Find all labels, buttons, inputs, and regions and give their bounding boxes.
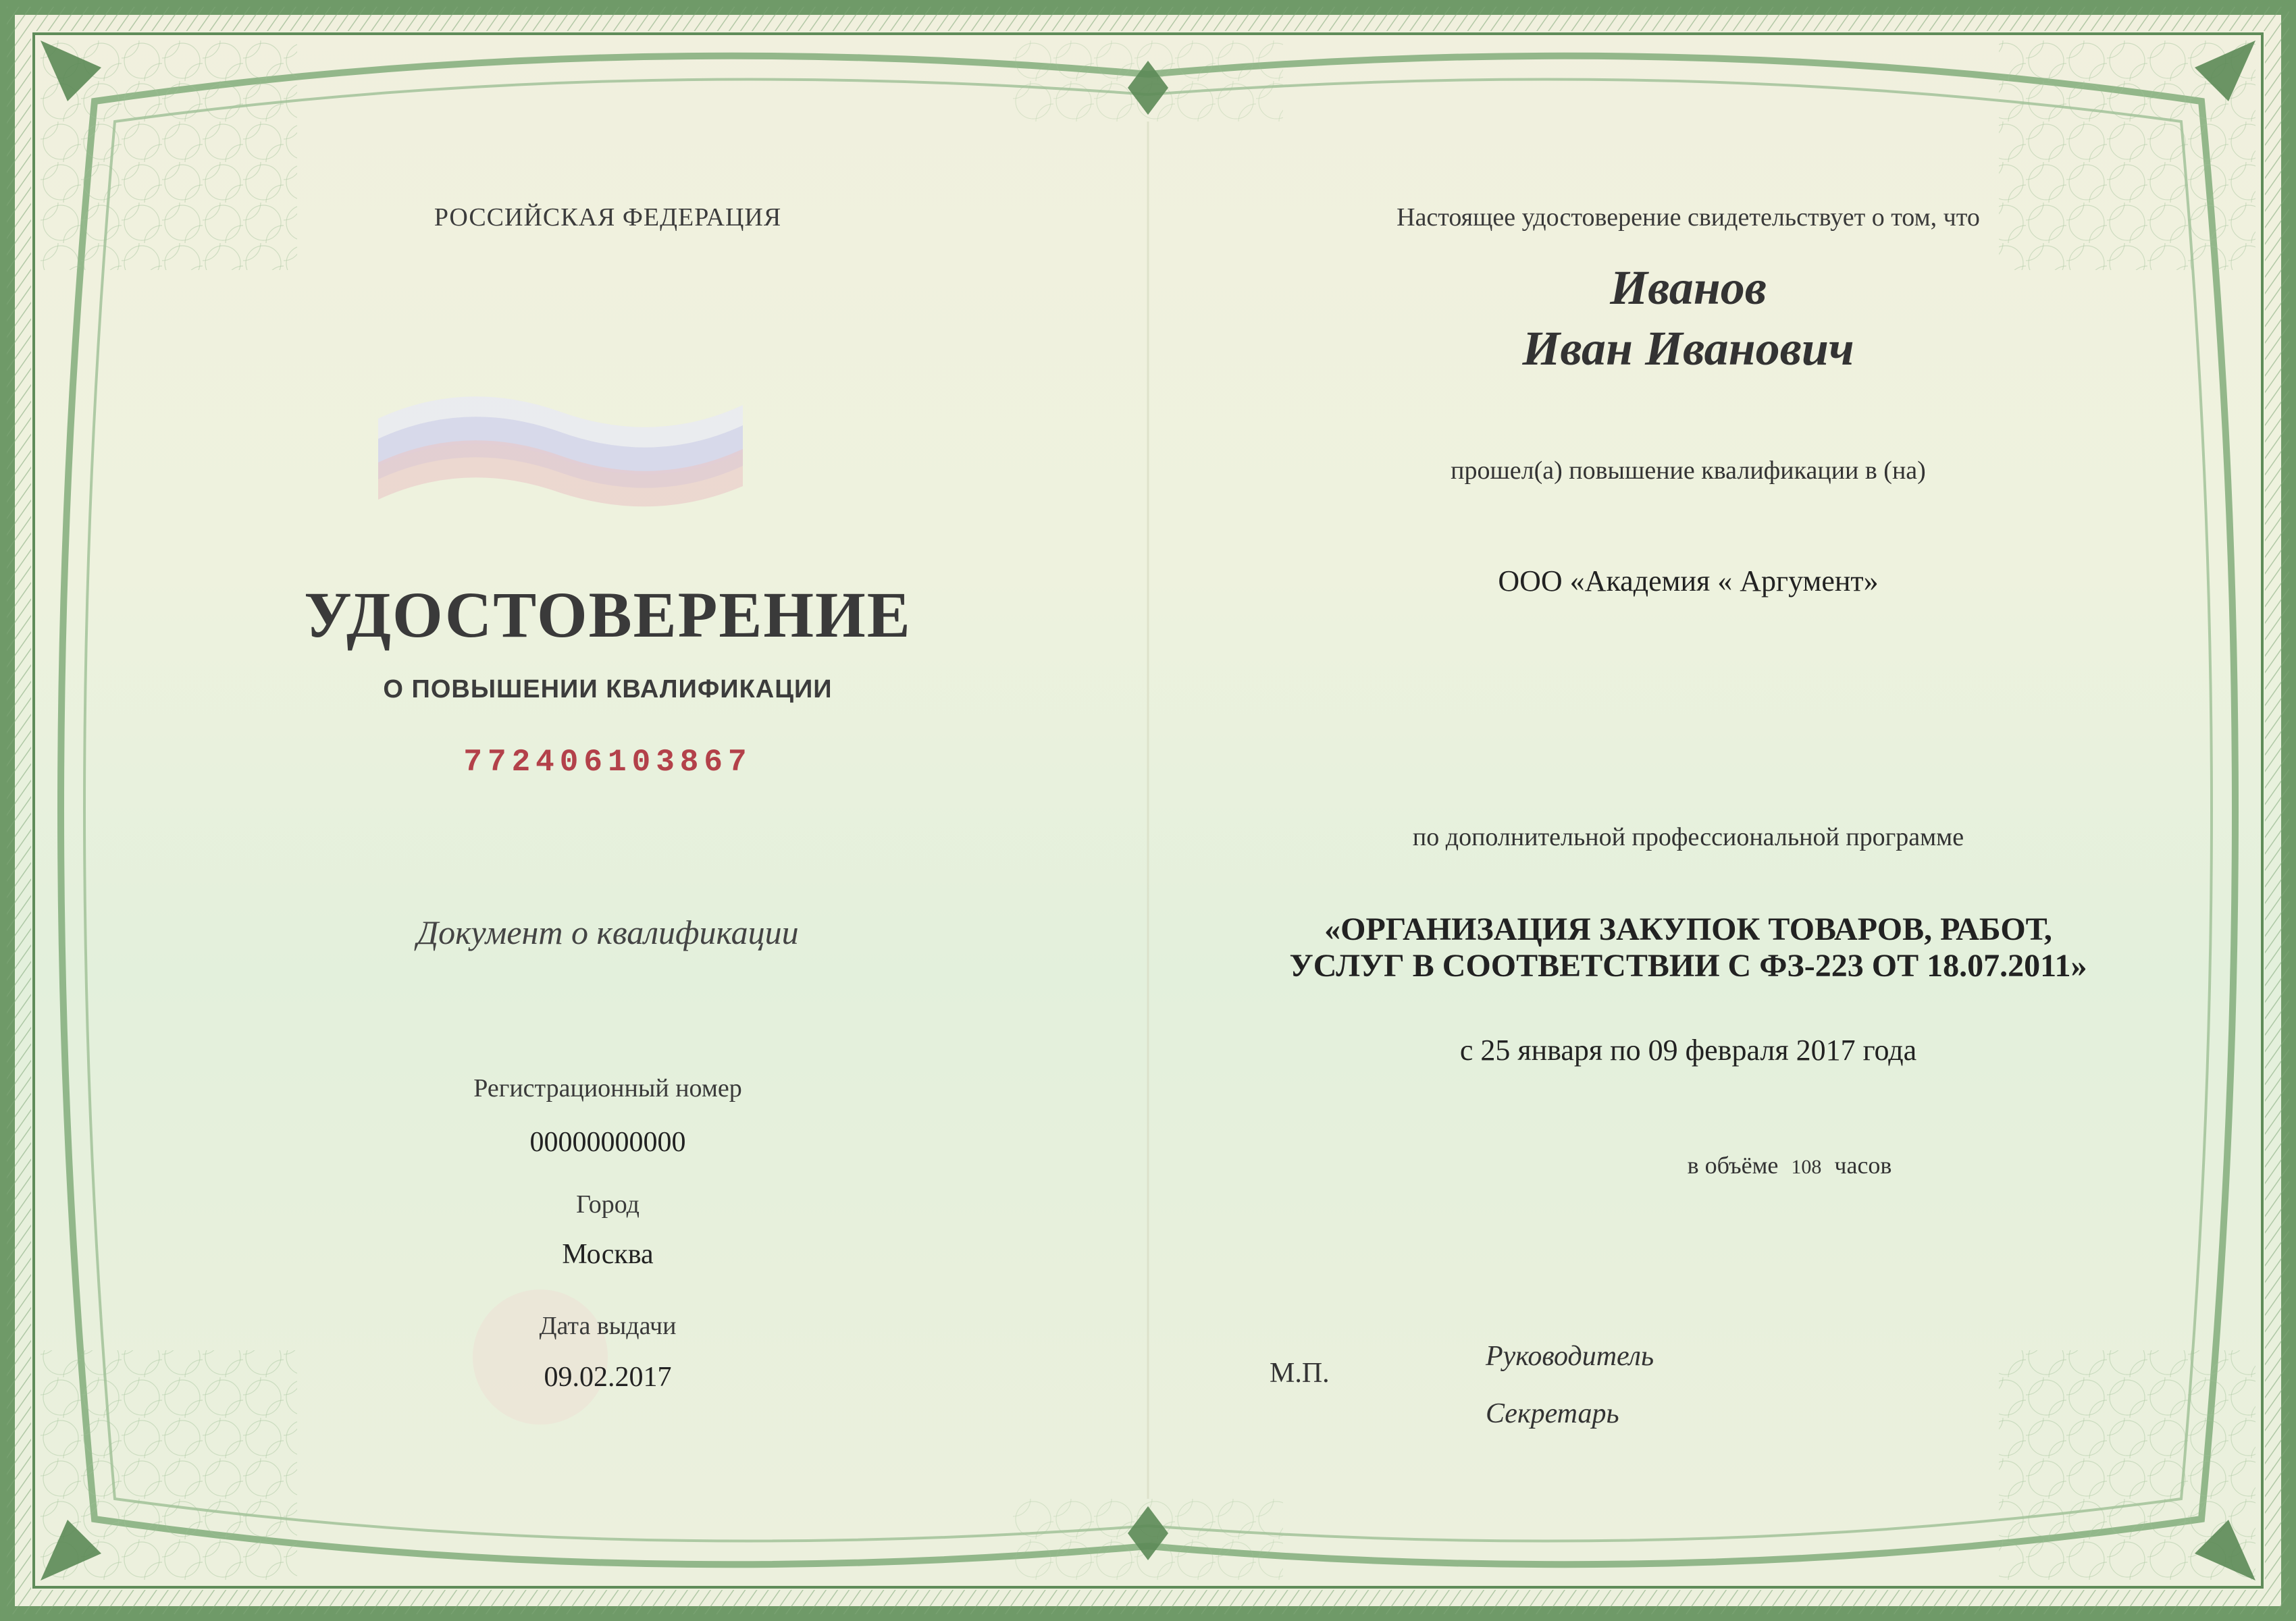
program-title-line-2: УСЛУГ В СООТВЕТСТВИИ С ФЗ-223 ОТ 18.07.2011»: [1289, 948, 2087, 984]
volume-prefix: в объёме: [1687, 1152, 1779, 1179]
completed-text: прошел(а) повышение квалификации в (на): [1451, 456, 1926, 485]
document-title: УДОСТОВЕРЕНИЕ: [304, 579, 912, 651]
city-value: Москва: [562, 1239, 654, 1270]
secretary-signature-label: Секретарь: [1486, 1398, 1619, 1429]
program-intro: по дополнительной профессиональной программе: [1412, 823, 1964, 851]
holder-given-names: Иван Иванович: [1522, 321, 1854, 375]
city-label: Город: [576, 1190, 640, 1219]
issue-date-label: Дата выдачи: [539, 1312, 677, 1340]
volume-hours: 108: [1791, 1156, 1822, 1178]
serial-number: 772406103867: [463, 745, 752, 780]
program-title: [1216, 911, 2161, 984]
volume-suffix: часов: [1834, 1152, 1892, 1179]
stamp-place-label: М.П.: [1270, 1358, 1330, 1389]
certificate-intro: Настоящее удостоверение свидетельствует о том, что: [1397, 203, 1980, 232]
program-title-line-1: «ОРГАНИЗАЦИЯ ЗАКУПОК ТОВАРОВ, РАБОТ,: [1324, 911, 2052, 947]
document-kind: Документ о квалификации: [417, 913, 799, 951]
seal-watermark: [459, 1276, 621, 1438]
document-subtitle: О ПОВЫШЕНИИ КВАЛИФИКАЦИИ: [383, 675, 833, 703]
training-volume: [1553, 1151, 2026, 1179]
registration-value: 00000000000: [529, 1127, 686, 1158]
head-signature-label: Руководитель: [1486, 1341, 1654, 1372]
holder-surname: Иванов: [1610, 261, 1767, 315]
organization-name: ООО «Академия « Аргумент»: [1498, 564, 1879, 597]
country-label: РОССИЙСКАЯ ФЕДЕРАЦИЯ: [434, 203, 782, 232]
issue-date-value: 09.02.2017: [544, 1362, 672, 1393]
registration-label: Регистрационный номер: [473, 1074, 742, 1102]
training-period: с 25 января по 09 февраля 2017 года: [1459, 1034, 1917, 1067]
flag-watermark: [365, 351, 756, 527]
